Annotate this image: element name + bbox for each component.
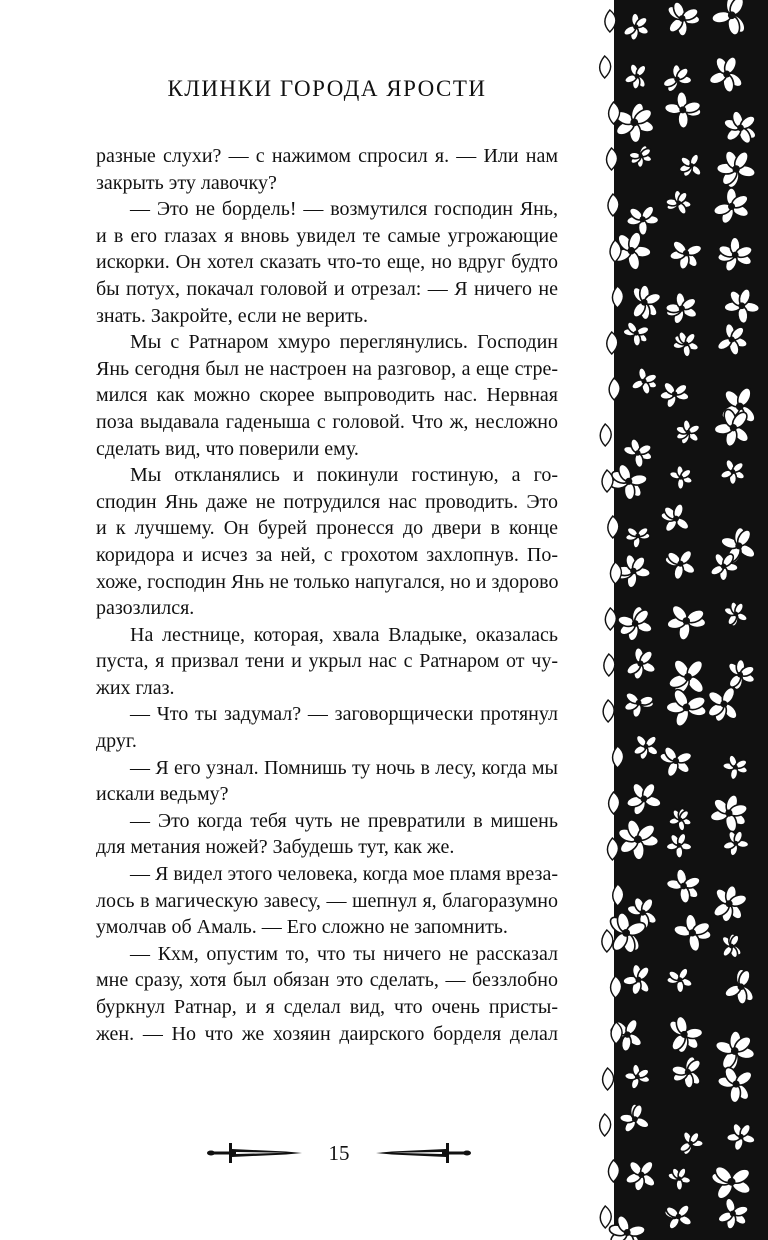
text-line: закрыть эту лавочку? xyxy=(96,171,277,194)
text-line: — Кхм, опустим то, что ты ничего не рассказал xyxy=(130,942,558,965)
body-text xyxy=(96,143,558,1047)
running-header-title: КЛИНКИ ГОРОДА ЯРОСТИ xyxy=(167,76,487,101)
leaf-icon xyxy=(600,424,611,446)
leaf-icon xyxy=(603,1068,614,1090)
text-line: мне сразу, хотя был обязан это сделать, — беззлобно xyxy=(96,969,558,992)
text-line: коридора и исчез за ней, с грохотом захлопнув. По- xyxy=(96,543,558,566)
leaf-icon xyxy=(603,700,614,722)
leaf-icon xyxy=(602,930,613,952)
text-line: бы потух, покачал головой и отрезал: — Я ничего не xyxy=(96,277,558,300)
text-line: жен. — Но что же хозяин даирского борделя делал xyxy=(96,1022,558,1045)
sword-icon-left xyxy=(206,1142,302,1164)
text-line: лось в магическую завесу, — шепнул я, благоразумно xyxy=(96,889,558,912)
text-line: — Что ты задумал? — заговорщически протянул xyxy=(130,703,558,726)
text-line: и к лучшему. Он бурей пронесся до двери в конце xyxy=(96,517,558,540)
text-line: Янь сегодня был не настроен на разговор, а еще стре- xyxy=(96,357,558,380)
text-line: для метания ножей? Забудешь тут, как же. xyxy=(96,836,455,859)
text-line: сподин Янь даже не потрудился нас проводить. Это xyxy=(96,490,558,513)
text-line: умолчав об Амаль. — Его сложно не запомнить. xyxy=(96,916,508,939)
text-line: знать. Закройте, если не верить. xyxy=(96,304,369,327)
sword-icon-right xyxy=(376,1142,472,1164)
text-line: сделать вид, что поверили ему. xyxy=(96,437,359,460)
text-line: — Я его узнал. Помнишь ту ночь в лесу, когда мы xyxy=(130,756,558,779)
text-line: На лестнице, которая, хвала Владыке, оказалась xyxy=(130,623,558,646)
leaf-icon xyxy=(600,56,611,78)
leaf-icon xyxy=(600,1114,611,1136)
text-line: разозлился. xyxy=(96,597,195,620)
text-line: — Я видел этого человека, когда мое пламя вреза- xyxy=(130,863,558,886)
text-line: Мы откланялись и покинули гостиную, а го- xyxy=(130,464,558,487)
text-line: и в его глазах я вновь увидел те самые угрожающие xyxy=(96,224,558,247)
text-line: — Это когда тебя чуть не превратили в мишень xyxy=(130,809,558,832)
text-line: друг. xyxy=(96,730,137,753)
text-line: Мы с Ратнаром хмуро переглянулись. Господин xyxy=(130,331,558,354)
text-line: искали ведьму? xyxy=(96,783,229,806)
text-line: хоже, господин Янь не только напугался, но и здорово xyxy=(96,570,559,593)
text-line: поза выдавала гаденыша с головой. Что ж, несложно xyxy=(96,410,558,433)
page-number: 15 xyxy=(328,1141,350,1165)
text-line: пуста, я призвал тени и укрыл нас с Ратнаром от чу- xyxy=(96,650,558,673)
text-line: искорки. Он хотел сказать что-то еще, но вдруг будто xyxy=(96,251,558,274)
floral-border xyxy=(596,0,768,1240)
page-footer xyxy=(0,1140,558,1166)
text-line: буркнул Ратнар, и я сделал вид, что очень присты- xyxy=(96,996,558,1018)
text-line: — Это не бордель! — возмутился господин Янь, xyxy=(130,198,558,221)
leaf-icon xyxy=(604,654,615,676)
text-line: разные слухи? — с нажимом спросил я. — Или нам xyxy=(96,145,558,167)
text-line: жих глаз. xyxy=(96,676,175,699)
text-line: мился как можно скорее выпроводить нас. Нервная xyxy=(96,384,558,407)
leaf-icon xyxy=(600,1206,611,1228)
